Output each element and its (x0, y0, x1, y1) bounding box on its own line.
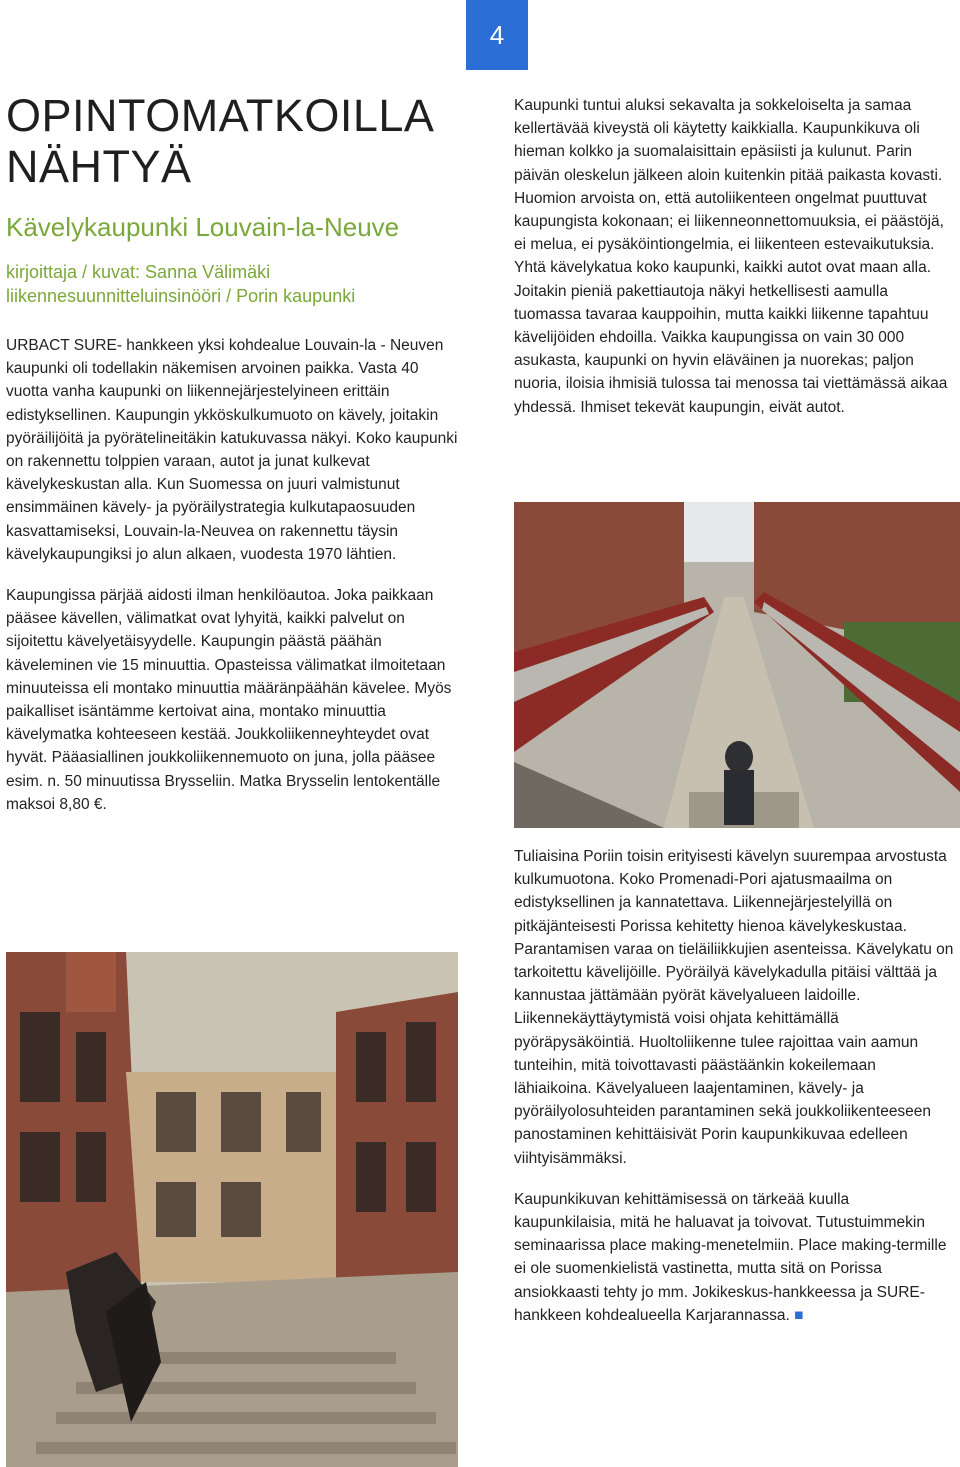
closing-text: Kaupunkikuvan kehittämisessä on tärkeää kuulla kaupunkilaisia, mitä he haluavat ja toivovat. Tutustuimmekin seminaarissa place making-menetelmiin. Place making-termille ei ole suomenkielistä vastinetta, mutta sitä on Porissa ansiokkaasti tehty jo mm. Jokikeskus-hankkeessa ja SURE-hankkeen kohdealueella Karjarannassa. (514, 1190, 947, 1324)
right-column (514, 94, 954, 419)
title-line-2: NÄHTYÄ (6, 141, 192, 192)
street-photo (6, 952, 458, 1467)
end-mark-icon: ■ (794, 1306, 804, 1324)
body-paragraph: Kaupunki tuntui aluksi sekavalta ja sokkeloiselta ja samaa kellertävää kiveystä oli käytetty kaikkialla. Kaupunkikuva oli hieman kolkko ja suomalaisittain epäsiisti ja kulunut. Parin päivän oleskelun jälkeen aloin kuitenkin pitää paikasta kovasti. Huomion arvoista on, että autoliikenteen ongelmat puuttuvat kaupungista kokonaan; ei liikenneonnettomuuksia, ei päästöjä, ei melua, ei pysäköintiongelmia, ei liikenteen estevaikutuksia. Yhtä kävelykatua koko kaupunki, kaikki autot ovat maan alla. Joitakin pieniä pakettiautoja näkyi hetkellisesti aamulla tuomassa tavaraa kauppoihin, mutta kaikki liikenne tapahtuu kävelijöiden ehdoilla. Vaikka kaupungissa on vain 30 000 asukasta, kaupunki on hyvin eläväinen ja nuorekas; paljon nuoria, iloisia ihmisiä tulossa tai menossa tai viettämässä aikaa yhdessä. Ihmiset tekevät kaupungin, eivät autot. (514, 97, 948, 416)
body-paragraph: Tuliaisina Poriin toisin erityisesti kävelyn suurempaa arvostusta kulkumuotona. Koko Promenadi-Pori ajatusmaailma on edistyksellinen ja kannatettava. Liikennejärjestelyillä on pitkäjänteisesti Porissa kehitetty hienoa kävelykeskustaa. Parantamisen varaa on tieläiliikkujien asenteissa. Kävelykatu on tarkoitettu kävelijöille. Pyöräilyä kävelykadulla pitäisi välttää ja kannustaa jättämään pyörät kävelyalueen laidoille. Liikennekäyttäytymistä voisi ohjata kehittämällä pyöräpysäköintiä. Huoltoliikenne tulee rajoittaa vain aamun tunteihin, mitä toivottavasti päästäänkin kokeilemaan lähiaikoina. Kävelyalueen laajentaminen, kävely- ja pyöräilyolosuhteiden parantaminen sekä joukkoliikenteeseen panostaminen kehittäisivät Porin kaupunkikuvaa edelleen viihtyisämmäksi. (514, 848, 954, 1167)
left-column (6, 90, 458, 816)
body-paragraph: Kaupungissa pärjää aidosti ilman henkilöautoa. Joka paikkaan pääsee kävellen, välimatkat ovat lyhyitä, kaikki palvelut on sijoitettu kävelyetäisyydelle. Kaupungin päästä päähän käveleminen vie 15 minuuttia. Opasteissa välimatkat ilmoitetaan minuuteissa eli montako minuuttia määränpäähän kävelee. Myös paikalliset isäntämme kertoivat aina, montako minuuttia kävelymatka kohteeseen kestää. Joukkoliikenneyhteydet ovat hyvät. Pääasiallinen joukkoliikennemuoto on juna, jolla pääsee esim. n. 50 minuutissa Brysseliin. Matka Brysselin lentokentälle maksoi 8,80 €. (6, 587, 452, 813)
article-title (6, 90, 458, 192)
body-paragraph (514, 1188, 954, 1327)
left-body (6, 334, 458, 816)
right-column-lower (514, 845, 954, 1327)
title-line-1: OPINTOMATKOILLA (6, 90, 435, 141)
page-number-badge (466, 0, 528, 70)
byline-role: liikennesuunnitteluinsinööri / Porin kaupunki (6, 286, 356, 306)
body-paragraph: URBACT SURE- hankkeen yksi kohdealue Louvain-la - Neuven kaupunki oli todellakin näkemisen arvoinen paikka. Vasta 40 vuotta vanha kaupunki on liikennejärjestelyineen erittäin edistyksellinen. Kaupungin ykköskulkumuoto on kävely, joitakin pyöräilijöitä ja pyörätelineitäkin katukuvassa näkyi. Koko kaupunki on rakennettu tolppien varaan, autot ja junat kulkevat kävelykeskustan alla. Kun Suomessa on juuri valmistunut ensimmäinen kävely- ja pyöräilystrategia kulkutapaosuuden kasvattamiseksi, Louvain-la-Neuvea on rakennettu täysin kävelykaupungiksi jo alun alkaen, vuodesta 1970 lähtien. (6, 337, 458, 563)
page-number: 4 (489, 19, 505, 50)
byline (6, 260, 458, 308)
train-station-photo (514, 502, 960, 828)
article-subtitle: Kävelykaupunki Louvain-la-Neuve (6, 212, 400, 242)
byline-author: kirjoittaja / kuvat: Sanna Välimäki (6, 262, 271, 282)
